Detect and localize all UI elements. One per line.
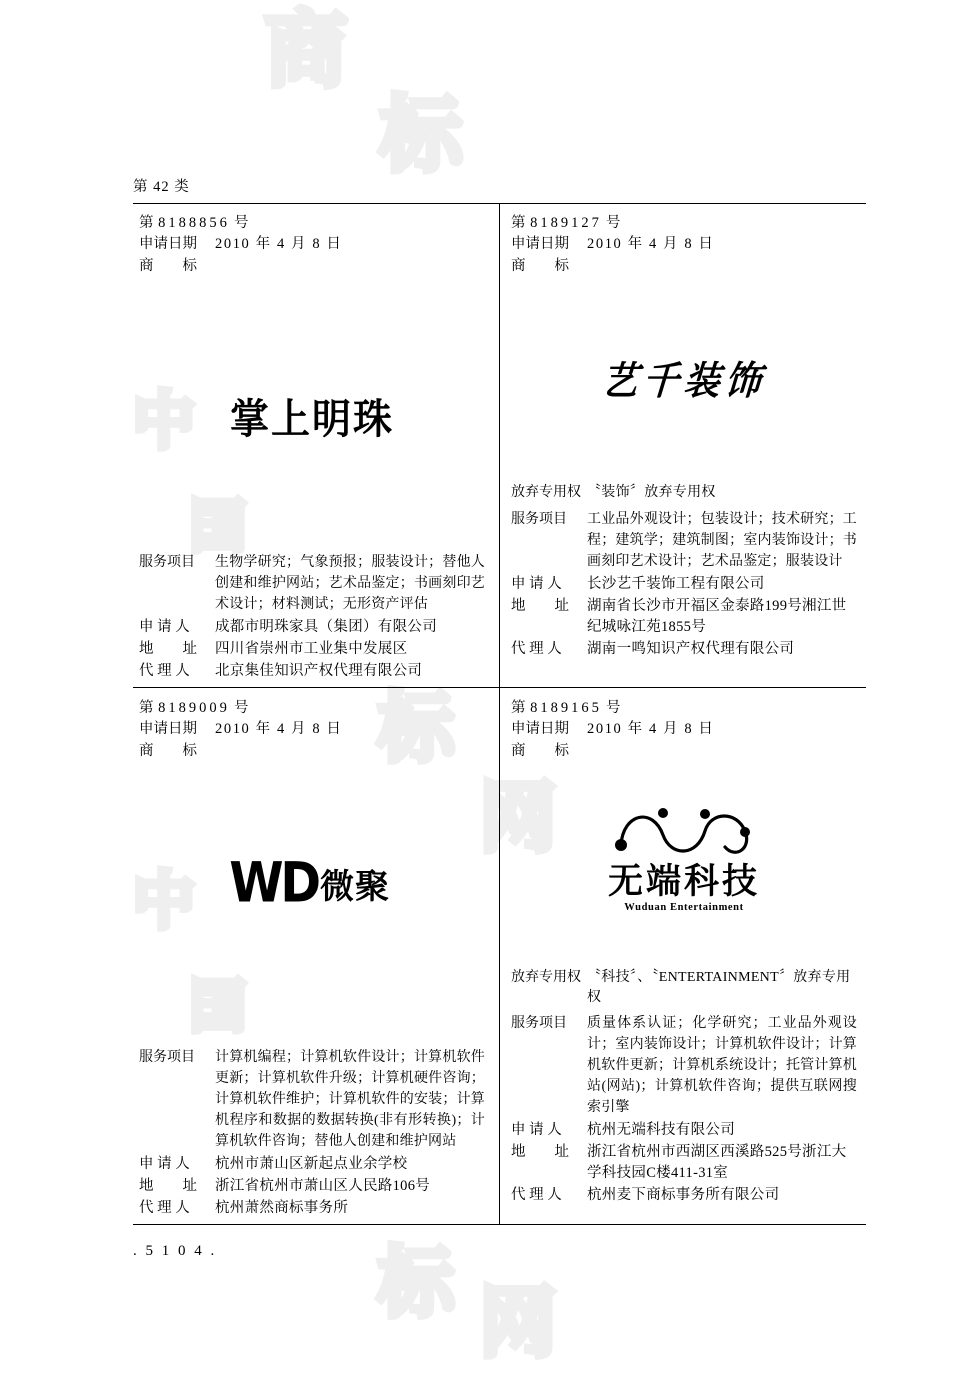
agent-row <box>139 661 485 682</box>
address-label: 地 址 <box>511 1144 569 1161</box>
trademark-logo-latin: WD <box>229 851 318 916</box>
trademark-logo-latin: Wuduan Entertainment <box>624 902 744 914</box>
trademark-image-area <box>511 278 857 483</box>
entry-details <box>139 552 485 683</box>
applicant-label: 申 请 人 <box>511 1122 562 1139</box>
trademark-row <box>511 741 857 762</box>
reg-prefix-label: 第 <box>139 700 154 716</box>
watermark-glyph: 标 <box>380 88 463 183</box>
application-date-label: 申请日期 <box>139 721 197 737</box>
address-value: 浙江省杭州市萧山区人民路106号 <box>215 1177 431 1194</box>
applicant-value: 长沙艺千装饰工程有限公司 <box>587 575 765 592</box>
trademark-row <box>511 256 857 277</box>
agent-value: 杭州萧然商标事务所 <box>215 1199 349 1216</box>
agent-row <box>511 639 857 660</box>
application-date-value: 2010 年 4 月 8 日 <box>587 236 715 252</box>
application-date-label: 申请日期 <box>511 721 569 737</box>
trademark-logo-text: 艺千装饰 <box>600 359 768 404</box>
registration-number <box>511 211 857 232</box>
reg-number-value: 8188856 <box>158 215 230 231</box>
trademark-image-area <box>139 763 485 1013</box>
application-date-value: 2010 年 4 月 8 日 <box>215 721 343 737</box>
application-date-value: 2010 年 4 月 8 日 <box>215 236 343 252</box>
trademark-label: 商 标 <box>139 743 197 760</box>
applicant-label: 申 请 人 <box>139 1155 190 1172</box>
watermark-glyph: 国 <box>190 975 246 1040</box>
application-date-label: 申请日期 <box>511 236 569 252</box>
services-value: 计算机编程；计算机软件设计；计算机软件更新；计算机软件升级；计算机硬件咨询；计算机软件维护；计算机软件的安装；计算机程序和数据的数据转换(非有形转换)；计算机软件咨询；替他人创建和维护网站 <box>215 1049 485 1149</box>
disclaimer-label: 放弃专用权 <box>511 970 581 986</box>
applicant-row <box>139 1154 485 1175</box>
application-date-value: 2010 年 4 月 8 日 <box>587 721 715 737</box>
trademark-entry <box>505 204 863 687</box>
reg-prefix-label: 第 <box>511 700 526 716</box>
trademark-row <box>139 256 485 277</box>
services-value: 质量体系认证；化学研究；工业品外观设计；室内装饰设计；计算机软件设计；计算机软件更新；计算机系统设计；托管计算机站(网站)；计算机软件咨询；提供互联网搜索引擎 <box>587 1016 857 1116</box>
trademark-logo-text: 微聚 <box>320 867 391 908</box>
applicant-value: 杭州无端科技有限公司 <box>587 1122 735 1139</box>
trademark-label: 商 标 <box>511 743 569 760</box>
address-row <box>511 1142 857 1184</box>
trademark-image-area <box>139 278 485 528</box>
applicant-row <box>511 1120 857 1141</box>
services-value: 生物学研究；气象预报；服装设计；替他人创建和维护网站；艺术品鉴定；书画刻印艺术设计；材料测试；无形资产评估 <box>215 554 485 612</box>
reg-number-value: 8189127 <box>530 215 602 231</box>
trademark-entry <box>133 204 491 687</box>
reg-number-value: 8189009 <box>158 700 230 716</box>
reg-suffix-label: 号 <box>234 700 249 716</box>
trademark-label: 商 标 <box>511 258 569 275</box>
trademark-label: 商 标 <box>139 258 197 275</box>
entries-grid <box>133 203 866 1225</box>
reg-prefix-label: 第 <box>139 215 154 231</box>
services-row <box>139 552 485 615</box>
applicant-row <box>139 617 485 638</box>
address-row <box>139 1176 485 1197</box>
trademark-logo-text: 无端科技 <box>607 862 760 903</box>
agent-label: 代 理 人 <box>511 1187 562 1204</box>
agent-label: 代 理 人 <box>139 1199 190 1216</box>
reg-suffix-label: 号 <box>234 215 249 231</box>
disclaimer-row <box>511 968 857 1007</box>
watermark-glyph: 网 <box>480 1278 556 1367</box>
applicant-label: 申 请 人 <box>511 575 562 592</box>
registration-number <box>511 696 857 717</box>
services-label: 服务项目 <box>511 511 567 527</box>
application-date-row <box>139 234 485 255</box>
agent-label: 代 理 人 <box>139 662 190 679</box>
disclaimer-label: 放弃专用权 <box>511 485 581 501</box>
application-date-row <box>511 719 857 740</box>
disclaimer-value: 〝科技〞、〝ENTERTAINMENT〞放弃专用权 <box>587 970 851 1005</box>
applicant-value: 成都市明珠家具（集团）有限公司 <box>215 618 437 635</box>
disclaimer-value: 〝装饰〞放弃专用权 <box>587 485 716 501</box>
trademark-logo-composite <box>511 863 857 914</box>
reg-prefix-label: 第 <box>511 215 526 231</box>
agent-label: 代 理 人 <box>511 640 562 657</box>
address-value: 湖南省长沙市开福区金泰路199号湘江世纪城咏江苑1855号 <box>587 597 847 635</box>
trademark-logo-composite <box>229 851 391 916</box>
grid-horizontal-divider <box>133 687 866 688</box>
reg-suffix-label: 号 <box>606 215 621 231</box>
watermark-glyph: 商 <box>265 3 348 98</box>
trademark-row <box>139 741 485 762</box>
address-label: 地 址 <box>511 597 569 614</box>
agent-value: 湖南一鸣知识产权代理有限公司 <box>587 640 795 657</box>
registration-number <box>139 696 485 717</box>
services-row <box>511 509 857 572</box>
services-label: 服务项目 <box>511 1016 567 1032</box>
watermark-glyph: 国 <box>190 495 246 560</box>
application-date-row <box>139 719 485 740</box>
watermark-glyph: 标 <box>378 1238 454 1327</box>
application-date-label: 申请日期 <box>139 236 197 252</box>
class-heading: 第 42 类 <box>133 179 190 195</box>
address-row <box>511 596 857 638</box>
applicant-label: 申 请 人 <box>139 618 190 635</box>
watermark-glyph: 标 <box>378 683 454 772</box>
agent-row <box>511 1185 857 1206</box>
reg-number-value: 8189165 <box>530 700 602 716</box>
trademark-logo-text: 掌上明珠 <box>229 396 394 444</box>
address-row <box>139 639 485 660</box>
page-number: . 5 1 0 4 . <box>133 1243 217 1259</box>
entry-details <box>139 1047 485 1220</box>
services-label: 服务项目 <box>139 1049 195 1065</box>
watermark-glyph: 中 <box>133 384 196 457</box>
watermark-glyph: 中 <box>133 864 196 937</box>
services-value: 工业品外观设计；包装设计；技术研究；工程；建筑学；建筑制图；室内装饰设计；书画刻印艺术设计；艺术品鉴定；服装设计 <box>587 511 857 569</box>
applicant-value: 杭州市萧山区新起点业余学校 <box>215 1155 408 1172</box>
address-label: 地 址 <box>139 640 197 657</box>
applicant-row <box>511 574 857 595</box>
address-label: 地 址 <box>139 1177 197 1194</box>
address-value: 浙江省杭州市西湖区西溪路525号浙江大学科技园C楼411-31室 <box>587 1144 847 1182</box>
agent-value: 北京集佳知识产权代理有限公司 <box>215 662 423 679</box>
grid-vertical-divider <box>499 204 500 1224</box>
registration-number <box>139 211 485 232</box>
address-value: 四川省崇州市工业集中发展区 <box>215 640 408 657</box>
trademark-entry <box>133 683 491 1224</box>
trademark-entry <box>505 689 863 1224</box>
disclaimer-row <box>511 483 857 503</box>
services-label: 服务项目 <box>139 554 195 570</box>
trademark-device-icon <box>609 801 759 863</box>
agent-value: 杭州麦下商标事务所有限公司 <box>587 1187 780 1204</box>
reg-suffix-label: 号 <box>606 700 621 716</box>
agent-row <box>139 1198 485 1219</box>
application-date-row <box>511 234 857 255</box>
trademark-image-area <box>511 763 857 968</box>
watermark-glyph: 网 <box>480 773 556 862</box>
services-row <box>511 1013 857 1118</box>
services-row <box>139 1047 485 1152</box>
